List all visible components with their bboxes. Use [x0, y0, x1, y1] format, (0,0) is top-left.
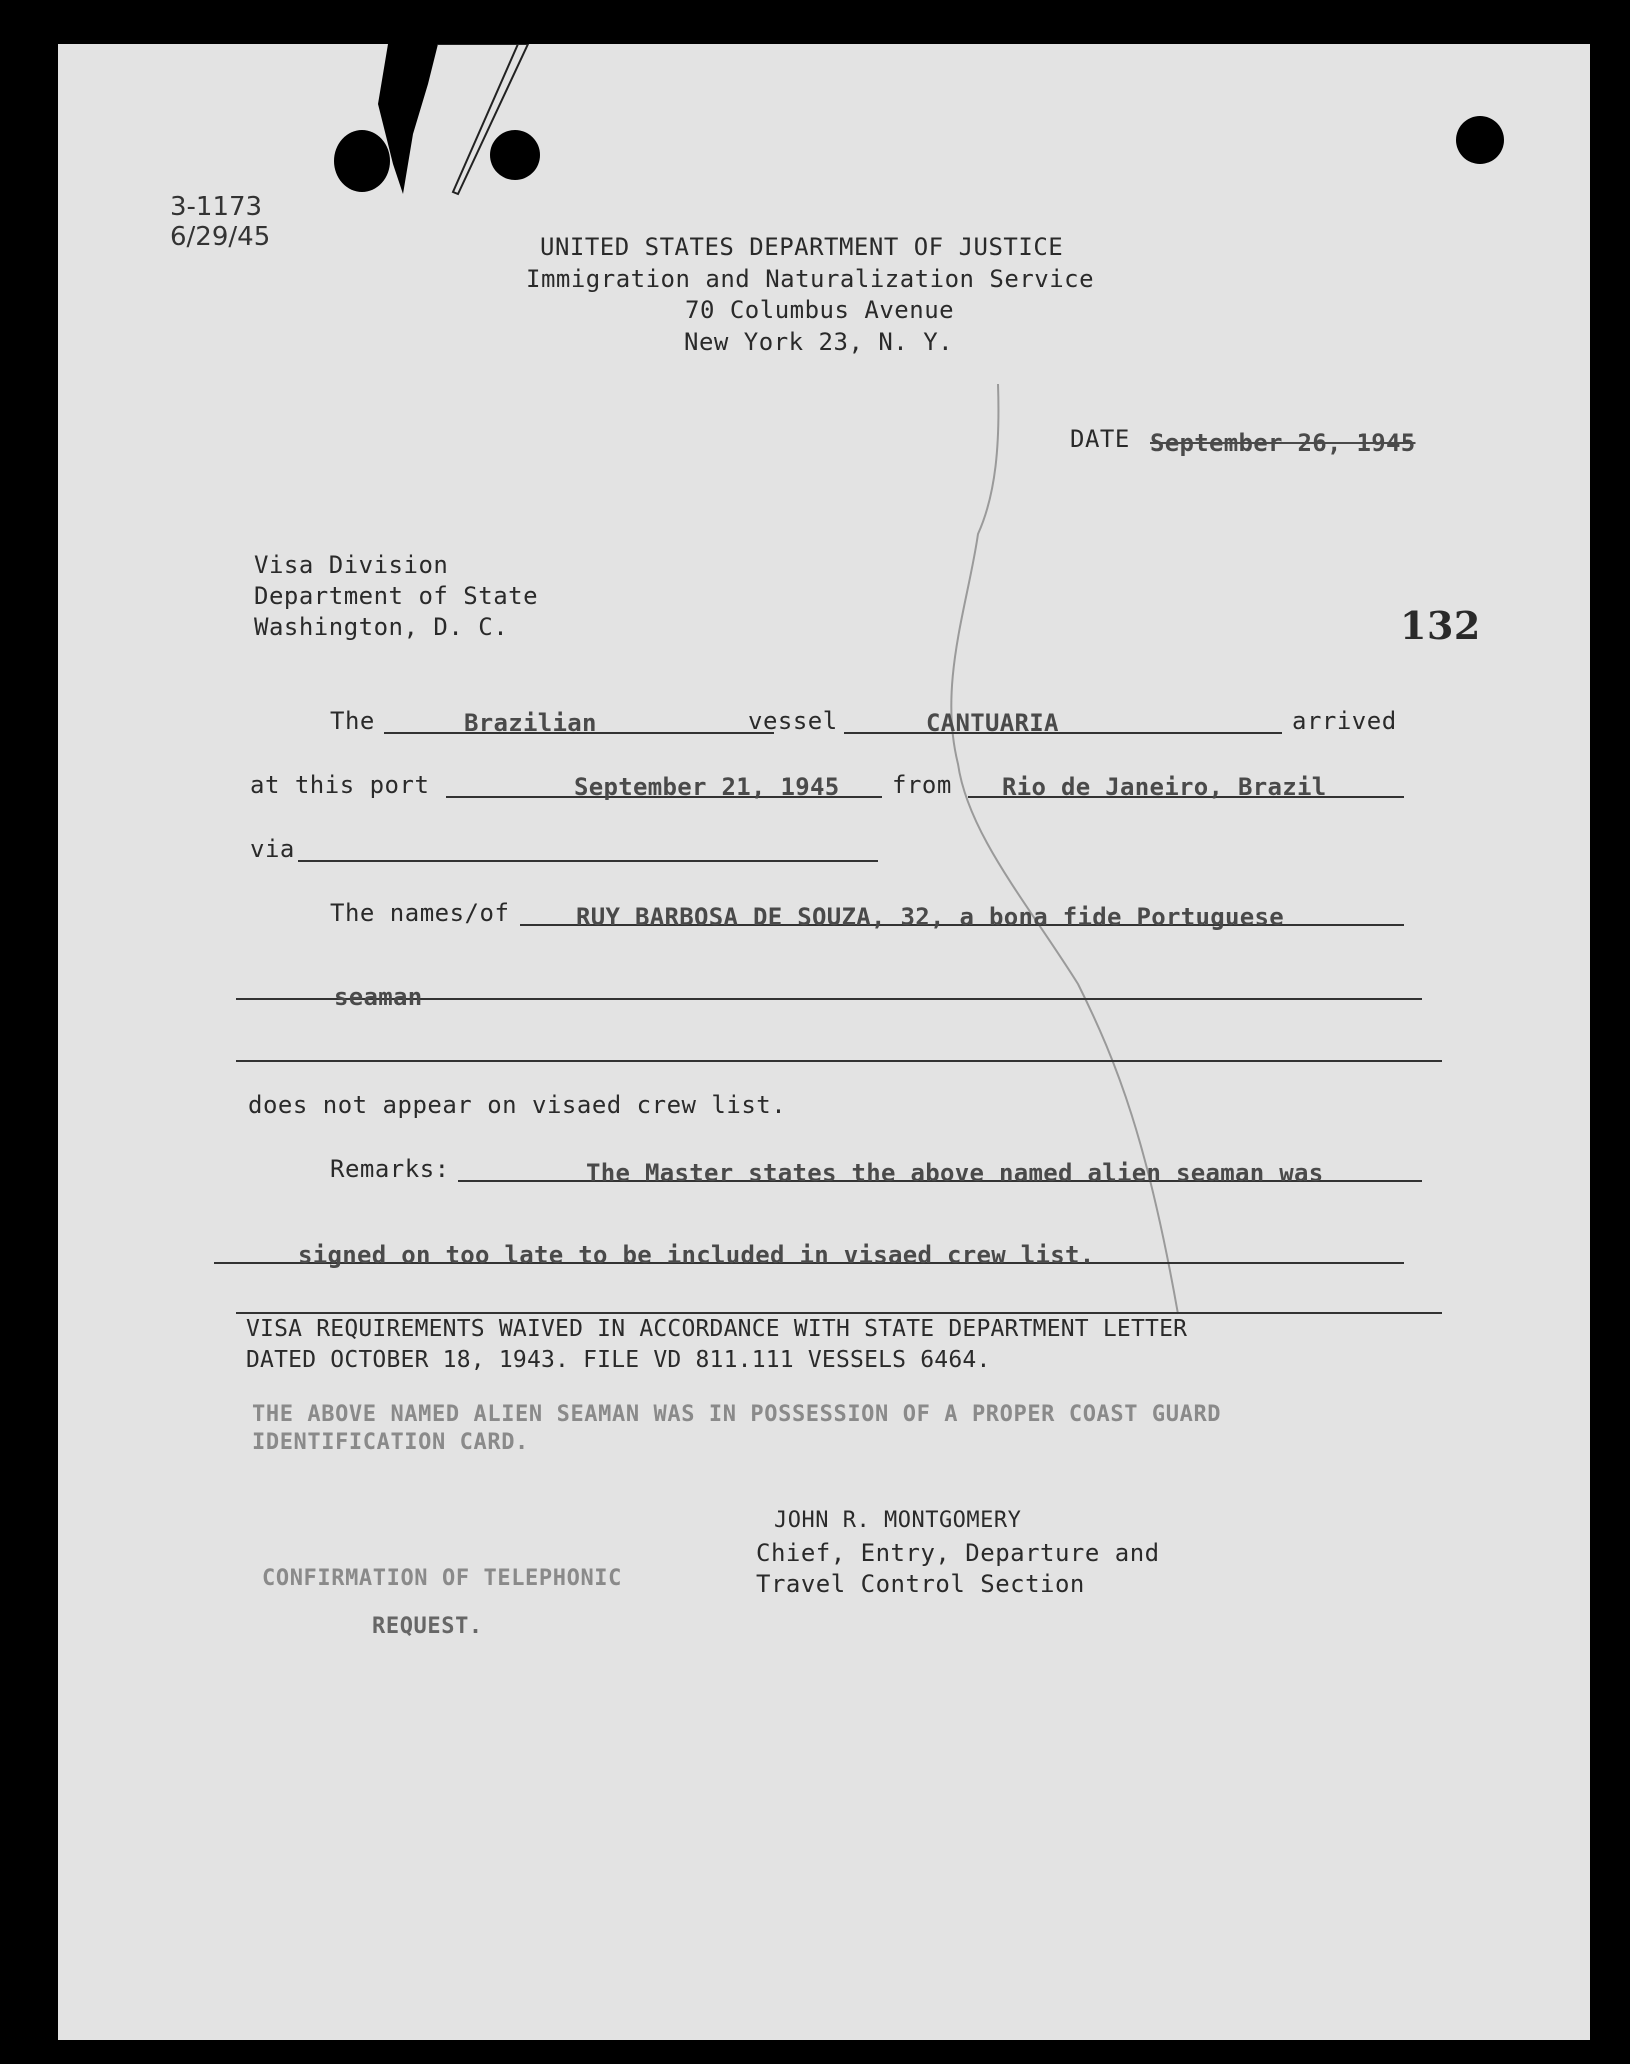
- addressee-department: Department of State: [254, 582, 539, 610]
- addressee-city: Washington, D. C.: [254, 613, 509, 641]
- date-label: DATE: [1070, 425, 1130, 453]
- coast-guard-line-1: THE ABOVE NAMED ALIEN SEAMAN WAS IN POSSESSION OF A PROPER COAST GUARD: [252, 1402, 1222, 1427]
- addressee-division: Visa Division: [254, 551, 449, 579]
- origin: Rio de Janeiro, Brazil: [1002, 773, 1327, 801]
- remarks-line-2-text: signed on too late to be included in visaed crew list.: [298, 1241, 1095, 1269]
- crew-list-statement: does not appear on visaed crew list.: [248, 1091, 787, 1119]
- remarks-label: Remarks:: [330, 1155, 450, 1183]
- signatory-title-2: Travel Control Section: [756, 1570, 1085, 1598]
- header-agency: UNITED STATES DEPARTMENT OF JUSTICE: [540, 233, 1064, 261]
- page-number: 132: [1400, 603, 1481, 648]
- torn-corner-mark: [358, 44, 558, 214]
- confirmation-line-1: CONFIRMATION OF TELEPHONIC: [262, 1566, 622, 1591]
- signatory-name: JOHN R. MONTGOMERY: [774, 1508, 1022, 1533]
- punch-hole-right: [1456, 116, 1504, 164]
- date-value: September 26, 1945: [1150, 429, 1416, 457]
- from-label: from: [892, 771, 952, 799]
- vessel-name: CANTUARIA: [926, 709, 1059, 737]
- vessel-name-line: [844, 732, 1282, 734]
- vessel-label: vessel: [748, 707, 838, 735]
- names-line-3: [236, 1060, 1442, 1062]
- arrived-label: arrived: [1292, 707, 1397, 735]
- names-label: The names/of: [330, 899, 510, 927]
- coast-guard-line-2: IDENTIFICATION CARD.: [252, 1430, 529, 1455]
- confirmation-line-2: REQUEST.: [372, 1614, 483, 1639]
- file-number: 3-1173: [170, 192, 263, 222]
- seaman-description: RUY BARBOSA DE SOUZA, 32, a bona fide Portuguese: [576, 903, 1284, 931]
- vessel-nationality: Brazilian: [464, 709, 597, 737]
- visa-waiver-line-1: VISA REQUIREMENTS WAIVED IN ACCORDANCE WITH STATE DEPARTMENT LETTER: [246, 1316, 1188, 1342]
- signatory-title-1: Chief, Entry, Departure and: [756, 1539, 1160, 1567]
- vessel-the-label: The: [330, 707, 375, 735]
- port-label: at this port: [250, 771, 430, 799]
- via-line: [298, 860, 878, 862]
- header-city: New York 23, N. Y.: [684, 328, 954, 356]
- arrival-date: September 21, 1945: [574, 773, 840, 801]
- header-service: Immigration and Naturalization Service: [526, 265, 1095, 293]
- seaman-description-continued: seaman: [334, 983, 423, 1011]
- file-date: 6/29/45: [170, 222, 271, 252]
- document-page: [58, 44, 1590, 2040]
- visa-waiver-line-2: DATED OCTOBER 18, 1943. FILE VD 811.111 VESSELS 6464.: [246, 1347, 991, 1373]
- via-label: via: [250, 835, 295, 863]
- remarks-line-1-text: The Master states the above named alien seaman was: [586, 1159, 1324, 1187]
- header-street: 70 Columbus Avenue: [685, 296, 955, 324]
